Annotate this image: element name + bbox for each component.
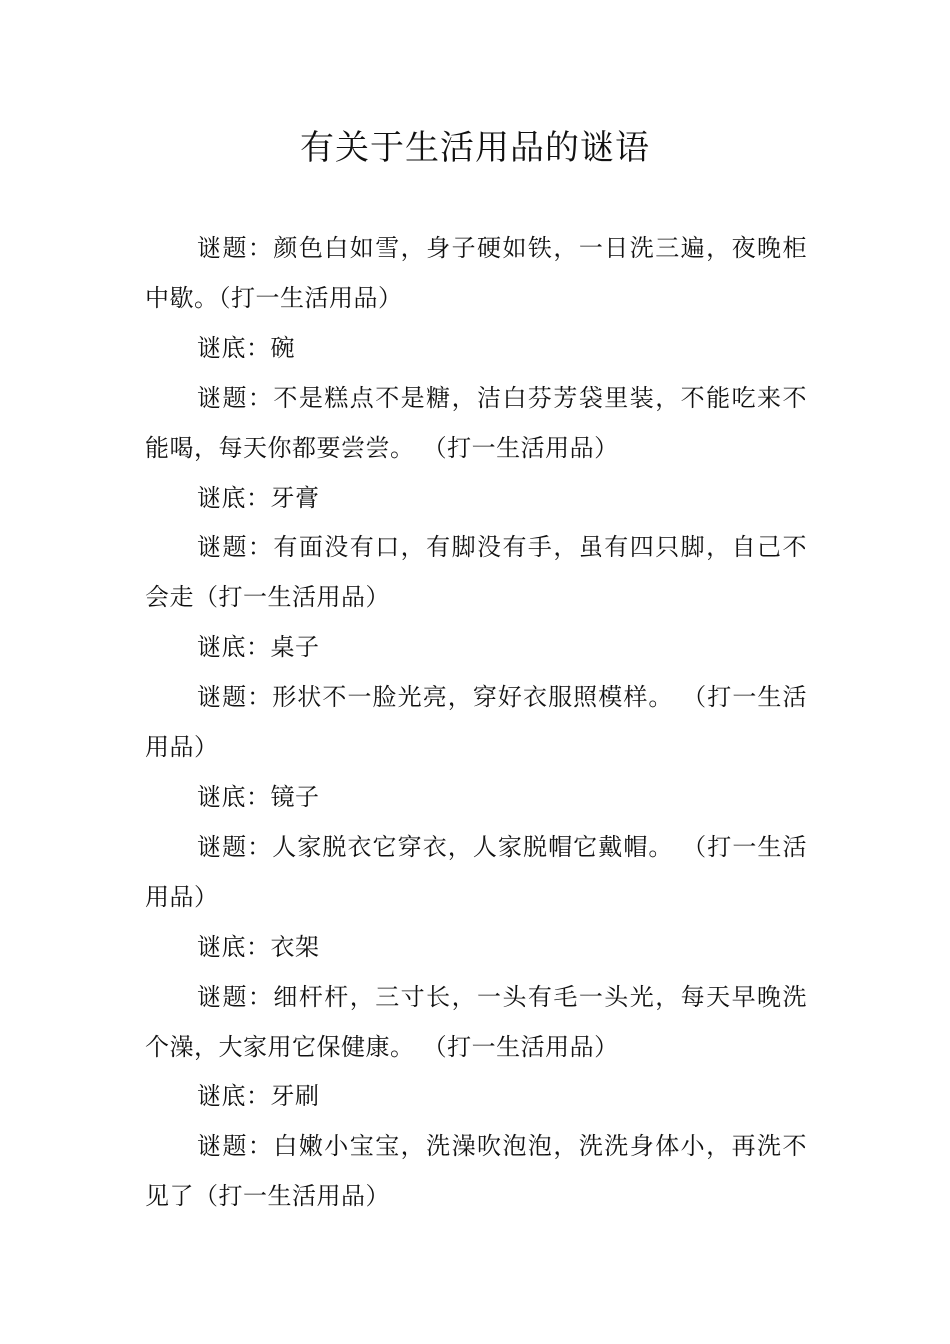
riddle-answer-1: 谜底：碗 (197, 333, 295, 362)
riddle-question-4: 谜题：形状不一脸光亮，穿好衣服照模样。 （打一生活用品） (145, 683, 807, 762)
document-body (145, 224, 807, 1222)
riddle-answer-5: 谜底：衣架 (197, 932, 320, 961)
riddle-question-5: 谜题：人家脱衣它穿衣，人家脱帽它戴帽。 （打一生活用品） (145, 832, 807, 911)
riddle-answer-6: 谜底：牙刷 (197, 1082, 320, 1111)
riddle-question-2: 谜题：不是糕点不是糖，洁白芬芳袋里装，不能吃来不能喝，每天你都要尝尝。 （打一生活用品） (145, 383, 807, 462)
document-title: 有关于生活用品的谜语 (300, 128, 650, 168)
riddle-question-3: 谜题：有面没有口，有脚没有手，虽有四只脚，自己不会走（打一生活用品） (145, 533, 807, 612)
riddle-answer-3: 谜底：桌子 (197, 633, 320, 662)
riddle-question-6: 谜题：细杆杆，三寸长，一头有毛一头光，每天早晚洗个澡，大家用它保健康。 （打一生活用品） (145, 982, 807, 1061)
riddle-question-7: 谜题：白嫩小宝宝，洗澡吹泡泡，洗洗身体小，再洗不见了（打一生活用品） (145, 1132, 807, 1211)
riddle-question-1: 谜题：颜色白如雪，身子硬如铁，一日洗三遍，夜晚柜中歇。（打一生活用品） (145, 234, 807, 312)
riddle-answer-4: 谜底：镜子 (197, 782, 320, 811)
riddle-answer-2: 谜底：牙膏 (197, 483, 320, 512)
